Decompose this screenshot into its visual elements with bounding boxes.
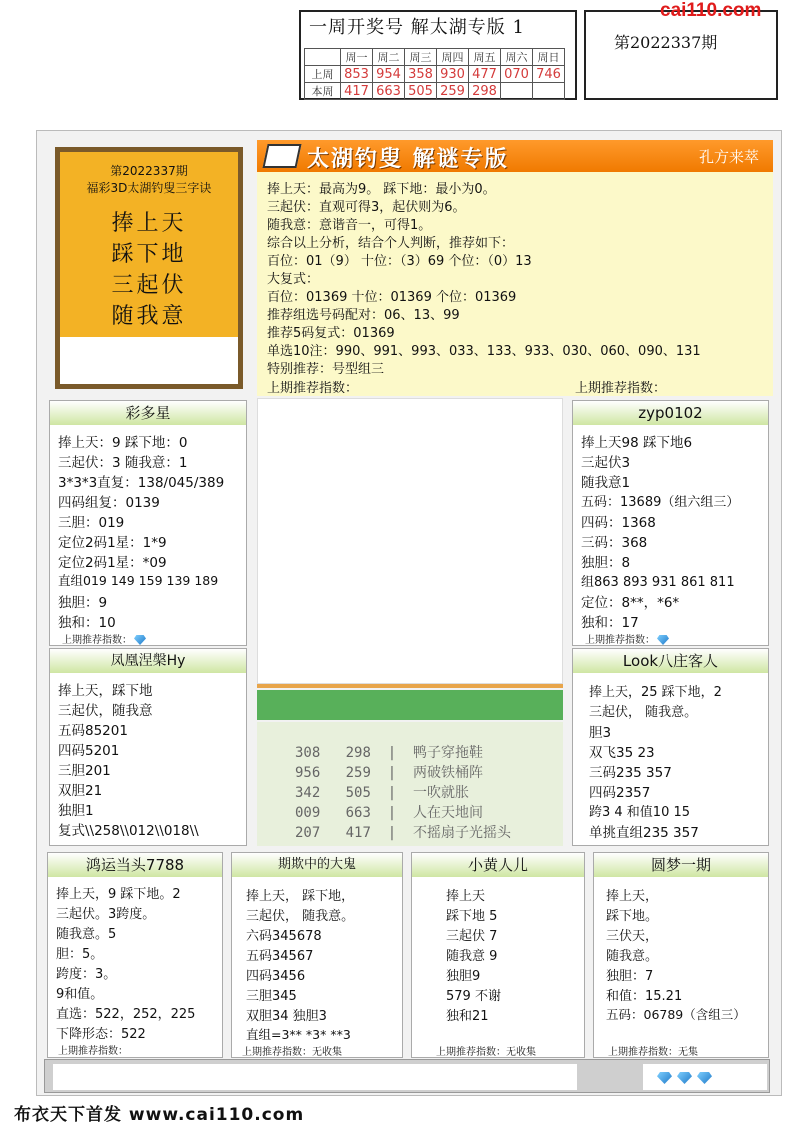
card-line: 独胆1: [58, 803, 94, 819]
card-line: 双胆34 独胆3: [246, 1009, 327, 1024]
card-title: Look八庄客人: [573, 649, 768, 673]
card-line: 3*3*3直复：138/045/389: [58, 475, 225, 491]
card-line: 四码3456: [246, 969, 306, 984]
scroll-icon: [262, 144, 301, 168]
day-header: 周二: [373, 49, 405, 66]
card-line: 下降形态：522: [56, 1027, 146, 1042]
diamond-icon: [657, 1072, 672, 1084]
card-line: 独胆：9: [58, 595, 108, 611]
card-line: 579 不谢: [446, 989, 501, 1004]
card-hongyun: [47, 852, 223, 1058]
main-analysis: [257, 172, 773, 396]
card-line: 复式\\258\\012\\018\\: [58, 823, 199, 839]
card-line: 踩下地。: [606, 909, 659, 924]
history-row: 009 663 | 人在天地间: [295, 805, 484, 821]
card-title: 期欺中的大鬼: [232, 853, 402, 877]
card-line: 捧上天，: [606, 889, 659, 904]
card-fenghuang: [49, 648, 247, 846]
card-line: 五码34567: [246, 949, 314, 964]
draw-number: 746: [533, 66, 565, 83]
diamond-icon: [657, 635, 669, 645]
analysis-line: 随我意：意谐音一，可得1。: [267, 218, 432, 233]
card-zyp0102: [572, 400, 769, 646]
card-line: 三起伏 7: [446, 929, 498, 944]
card-line: 和值：15.21: [606, 989, 683, 1004]
card-line: 五码：06789（含组三）: [606, 1007, 746, 1022]
weekly-draw-title: 一周开奖号 解太湖专版 1: [309, 17, 525, 38]
card-line: 跨3 4 和值10 15: [589, 805, 691, 820]
card-title: zyp0102: [573, 401, 768, 425]
main-title-bar: [257, 140, 773, 172]
row-label: 上周: [305, 66, 341, 83]
card-line: 三胆：019: [58, 515, 125, 531]
card-line: 独胆9: [446, 969, 481, 984]
issue-box: [584, 10, 778, 100]
card-line: 捧上天：9 踩下地：0: [58, 435, 188, 451]
card-line: 双飞35 23: [589, 745, 655, 761]
history-row: 956 259 | 两破铁桶阵: [295, 765, 484, 781]
card-line: 三伏天，: [606, 929, 659, 944]
card-look: [572, 648, 769, 846]
index-label: 上期推荐指数：无收集: [436, 1047, 536, 1058]
history-row: 207 417 | 不摇扇子光摇头: [295, 825, 512, 841]
analysis-line: 推荐组选号码配对：06、13、99: [267, 308, 460, 323]
card-line: 四码组复：0139: [58, 495, 160, 511]
draw-number: 930: [437, 66, 469, 83]
draw-number: 259: [437, 83, 469, 100]
card-line: 五码85201: [58, 723, 128, 739]
diamond-icon: [697, 1072, 712, 1084]
card-line: 三起伏， 随我意。: [246, 909, 355, 924]
card-line: 踩下地 5: [446, 909, 498, 924]
index-label: 上期推荐指数：: [267, 381, 359, 396]
analysis-line: 大复式：: [267, 272, 320, 287]
card-line: 三起伏：3 随我意：1: [58, 455, 188, 471]
history-row: 308 298 | 鸭子穿拖鞋: [295, 745, 484, 761]
index-label: 上期推荐指数：: [585, 635, 655, 646]
draw-number: 298: [469, 83, 501, 100]
card-line: 三起伏， 随我意。: [589, 705, 698, 720]
card-line: 9和值。: [56, 987, 104, 1002]
day-header: 周一: [341, 49, 373, 66]
card-line: 随我意 9: [446, 949, 498, 964]
card-title: 鸿运当头7788: [48, 853, 222, 877]
card-line: 双胆21: [58, 783, 103, 799]
card-line: 捧上天: [446, 889, 486, 904]
day-header: 周四: [437, 49, 469, 66]
card-title: 圆梦一期: [594, 853, 768, 877]
footer-text: 布衣天下首发 www.cai110.com: [14, 1105, 305, 1125]
draw-number: 070: [501, 66, 533, 83]
card-line: 四码2357: [589, 785, 651, 801]
index-label: 上期推荐指数：: [58, 1046, 128, 1057]
card-line: 五码：13689（组六组三）: [581, 495, 740, 510]
card-xiaohuang: [411, 852, 585, 1058]
riddle-issue: 第2022337期: [110, 164, 188, 178]
card-line: 六码345678: [246, 929, 322, 944]
author: 孔方来萃: [698, 148, 759, 166]
card-line: 直选：522，252，225: [56, 1007, 196, 1022]
day-header: 周日: [533, 49, 565, 66]
card-line: 随我意1: [581, 475, 631, 491]
row-label: 本周: [305, 83, 341, 100]
card-line: 随我意。: [606, 949, 659, 964]
card-line: 胆：5。: [56, 947, 104, 962]
draw-number: 505: [405, 83, 437, 100]
draw-number: 358: [405, 66, 437, 83]
card-line: 独胆：7: [606, 969, 654, 984]
card-line: 跨度：3。: [56, 967, 117, 982]
riddle-verse: 踩下地: [111, 242, 187, 267]
card-qiqi: [231, 852, 403, 1058]
diamond-icon: [677, 1072, 692, 1084]
riddle-verse: 三起伏: [111, 273, 187, 298]
analysis-line: 三起伏：直观可得3，起伏则为6。: [267, 200, 466, 215]
diamond-icon: [134, 635, 146, 645]
site-logo: cai110.com: [660, 0, 762, 21]
card-line: 组863 893 931 861 811: [581, 575, 735, 590]
card-title: 彩多星: [50, 401, 246, 425]
card-line: 定位2码1星：*09: [58, 555, 167, 571]
card-line: 三起伏。3跨度。: [56, 907, 156, 922]
analysis-line: 综合以上分析，结合个人判断，推荐如下：: [267, 236, 515, 251]
history-header: [257, 690, 563, 720]
card-line: 直组019 149 159 139 189: [58, 573, 219, 588]
card-line: 三码235 357: [589, 765, 672, 781]
card-line: 捧上天，踩下地: [58, 683, 153, 699]
card-line: 定位：8**，*6*: [581, 595, 680, 611]
bottom-bar: [44, 1059, 770, 1093]
card-line: 三起伏3: [581, 455, 631, 471]
card-line: 独和21: [446, 1009, 489, 1024]
draw-number: 853: [341, 66, 373, 83]
card-line: 捧上天， 踩下地，: [246, 889, 355, 904]
card-line: 单挑直组235 357: [589, 825, 699, 841]
draw-number: [533, 83, 565, 100]
riddle-verse: 随我意: [111, 304, 187, 329]
index-label: 上期推荐指数：无集: [608, 1047, 698, 1058]
index-label: 上期推荐指数：: [62, 635, 132, 646]
card-line: 定位2码1星：1*9: [58, 535, 167, 551]
card-caiduoxing: [49, 400, 247, 646]
draw-number: 954: [373, 66, 405, 83]
card-line: 四码：1368: [581, 515, 656, 531]
draw-number: 417: [341, 83, 373, 100]
riddle-box: [55, 147, 243, 389]
analysis-line: 捧上天：最高为9。 踩下地：最小为0。: [267, 182, 496, 197]
card-line: 随我意。5: [56, 927, 117, 942]
weekly-draw-table: [304, 48, 565, 100]
analysis-line: 推荐5码复式：01369: [267, 326, 395, 341]
draw-number: 477: [469, 66, 501, 83]
day-header: 周五: [469, 49, 501, 66]
draw-number: [501, 83, 533, 100]
card-line: 独胆：8: [581, 555, 631, 571]
card-line: 捧上天98 踩下地6: [581, 435, 693, 451]
card-line: 三码：368: [581, 535, 648, 551]
day-header: 周六: [501, 49, 533, 66]
card-line: 胆3: [589, 725, 612, 741]
analysis-line: 百位：01（9） 十位：（3）69 个位：（0）13: [267, 254, 532, 269]
card-line: 三胆345: [246, 989, 297, 1004]
card-yuanmeng: [593, 852, 769, 1058]
analysis-line: 单选10注：990、991、993、033、133、933、030、060、090、131: [267, 344, 701, 359]
card-line: 三起伏，随我意: [58, 703, 153, 719]
weekly-draw-panel: [299, 10, 577, 100]
card-line: 直组=3** *3* **3: [246, 1027, 351, 1042]
draw-number: 663: [373, 83, 405, 100]
analysis-line: 百位：01369 十位：01369 个位：01369: [267, 290, 517, 305]
history-row: 342 505 | 一吹就胀: [295, 785, 470, 801]
card-line: 四码5201: [58, 743, 120, 759]
riddle-verse: 捧上天: [111, 211, 187, 236]
card-line: 捧上天，25 踩下地，2: [589, 685, 722, 700]
issue-number: 第2022337期: [614, 33, 718, 52]
history-list: [257, 722, 563, 846]
analysis-line: 特别推荐：号型组三: [267, 362, 385, 377]
card-line: 捧上天，9 踩下地。2: [56, 887, 181, 902]
index-label: 上期推荐指数：无收集: [242, 1047, 342, 1058]
card-title: 小黄人儿: [412, 853, 584, 877]
card-title: 凤凰涅槃Hy: [50, 649, 246, 673]
card-line: 三胆201: [58, 763, 111, 779]
card-line: 独和：10: [58, 615, 116, 631]
riddle-subtitle: 福彩3D太湖钓叟三字诀: [86, 181, 212, 195]
main-title: 太湖钓叟 解谜专版: [307, 146, 509, 172]
card-line: 独和：17: [581, 615, 639, 631]
middle-blank-area: [257, 398, 563, 684]
index-label: 上期推荐指数：: [575, 381, 667, 396]
day-header: 周三: [405, 49, 437, 66]
